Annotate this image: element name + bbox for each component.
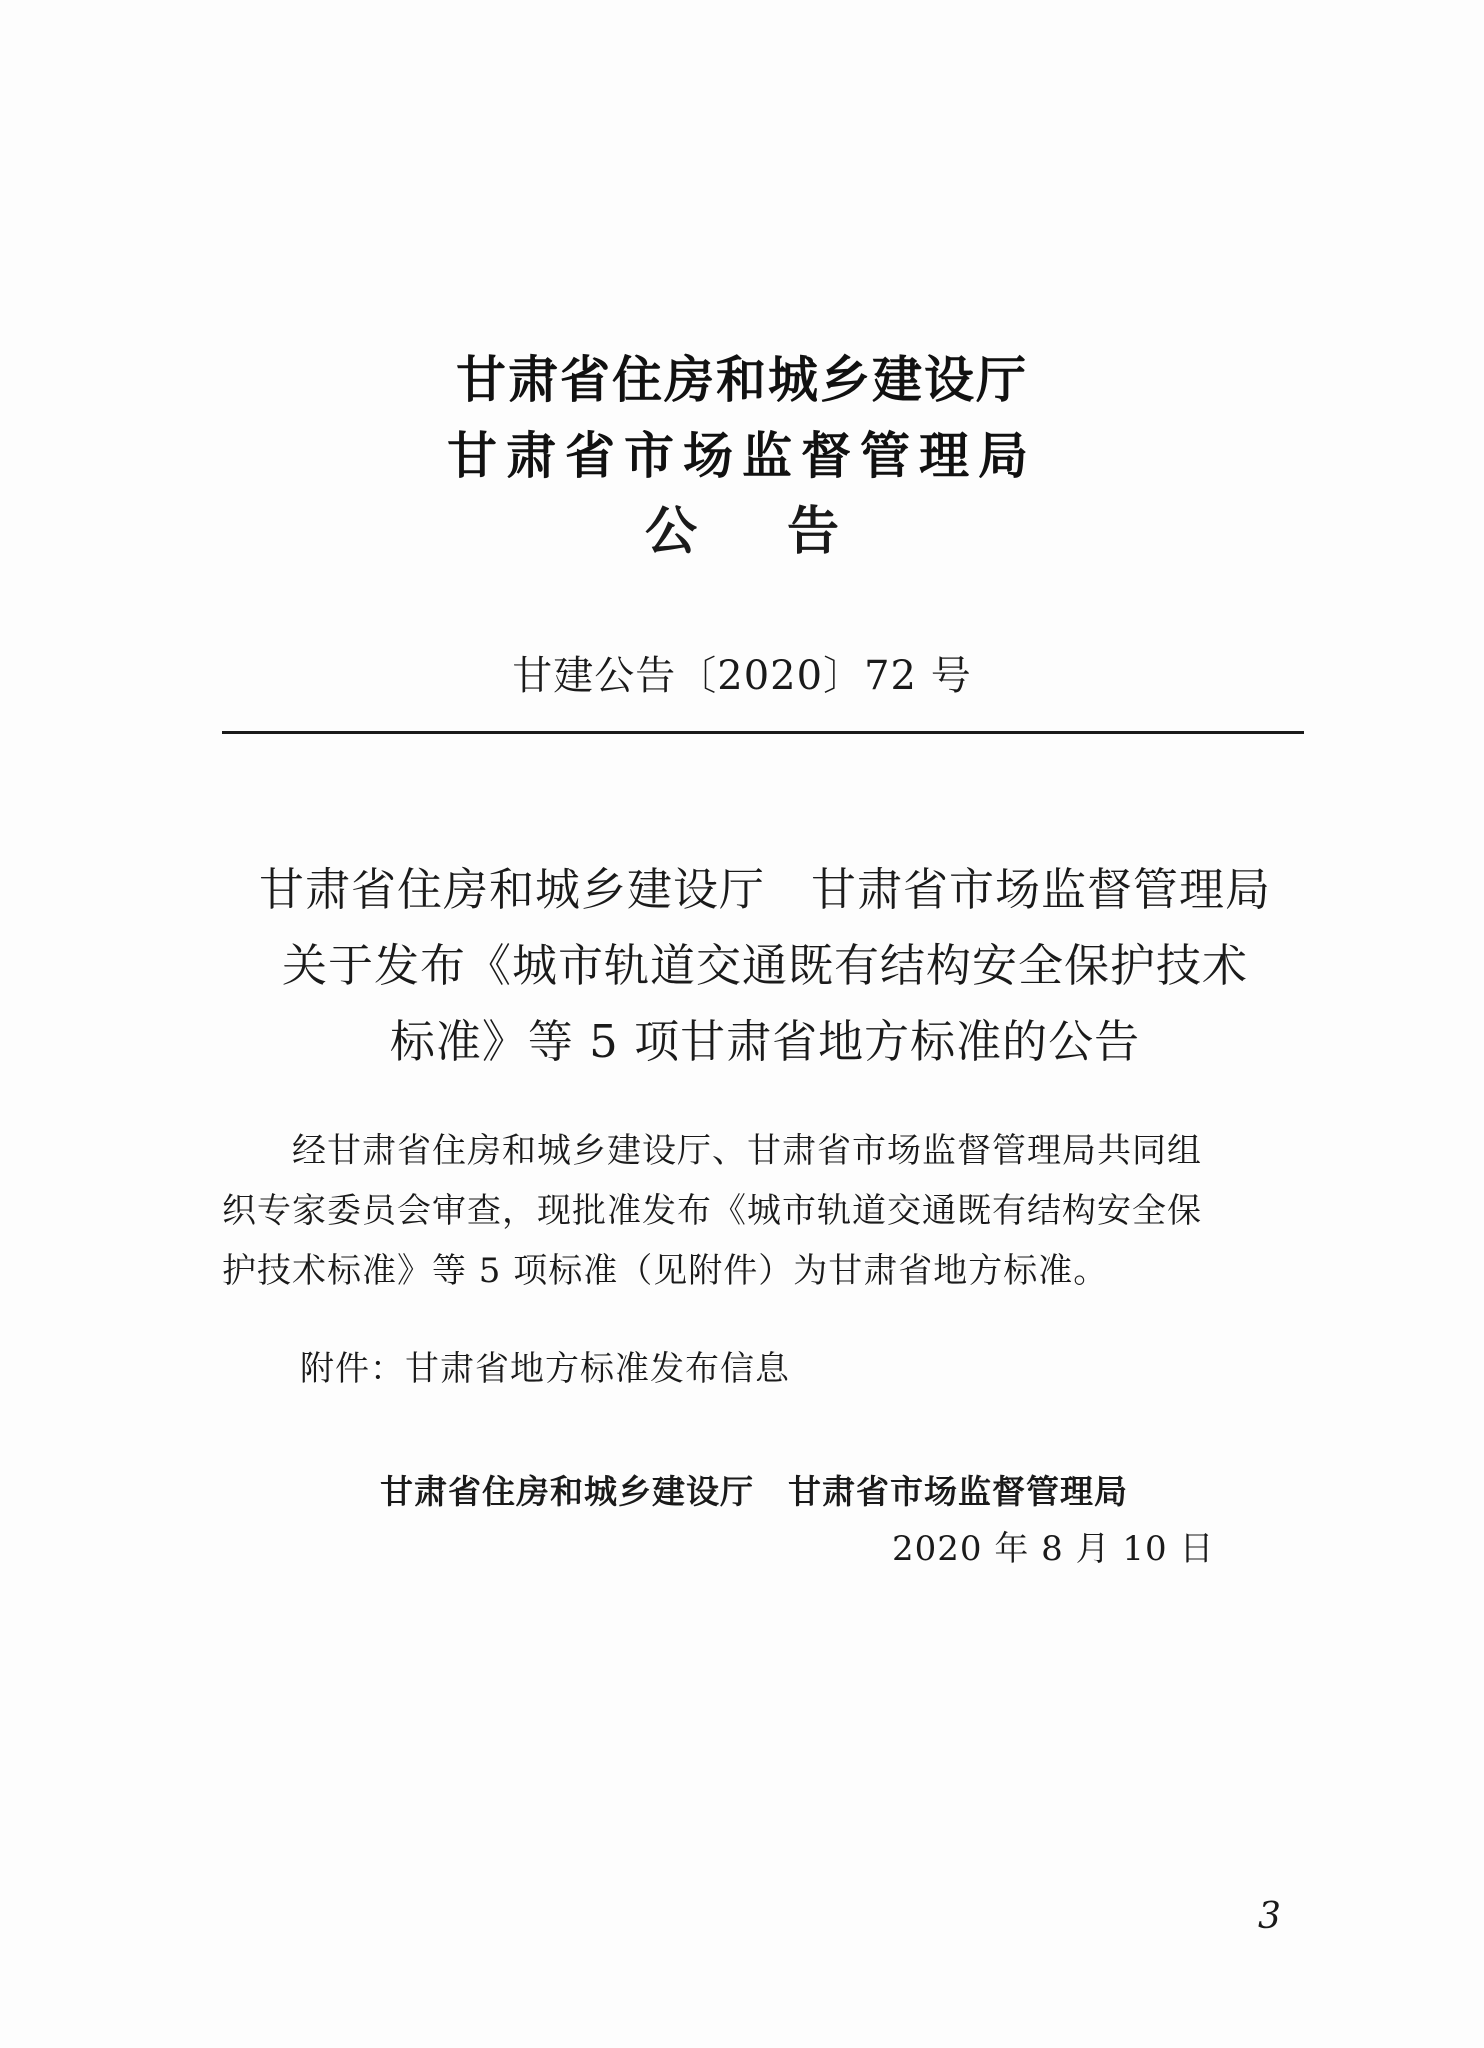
page-number: 3 — [1258, 1896, 1281, 1937]
signature-issuers: 甘肃省住房和城乡建设厅 甘肃省市场监督管理局 — [380, 1472, 1128, 1511]
attachment-note: 附件：甘肃省地方标准发布信息 — [300, 1349, 790, 1389]
title-line-3: 标准》等 5 项甘肃省地方标准的公告 — [389, 1015, 1141, 1068]
body-line-3: 护技术标准》等 5 项标准（见附件）为甘肃省地方标准。 — [222, 1251, 1109, 1291]
notice-heading: 公告 — [644, 502, 929, 562]
title-line-2: 关于发布《城市轨道交通既有结构安全保护技术 — [281, 939, 1248, 992]
issuer-line-1: 甘肃省住房和城乡建设厅 — [456, 351, 1028, 409]
body-line-1: 经甘肃省住房和城乡建设厅、甘肃省市场监督管理局共同组 — [222, 1131, 1202, 1171]
header-divider — [222, 731, 1304, 734]
document-number: 甘建公告〔2020〕72 号 — [512, 653, 972, 699]
signature-date: 2020 年 8 月 10 日 — [892, 1529, 1215, 1569]
title-line-1: 甘肃省住房和城乡建设厅 甘肃省市场监督管理局 — [258, 863, 1271, 916]
document-title — [190, 852, 1340, 1080]
issuer-line-2: 甘肃省市场监督管理局 — [447, 427, 1037, 485]
body-line-2: 织专家委员会审查，现批准发布《城市轨道交通既有结构安全保 — [222, 1191, 1202, 1231]
body-paragraph — [222, 1121, 1312, 1301]
